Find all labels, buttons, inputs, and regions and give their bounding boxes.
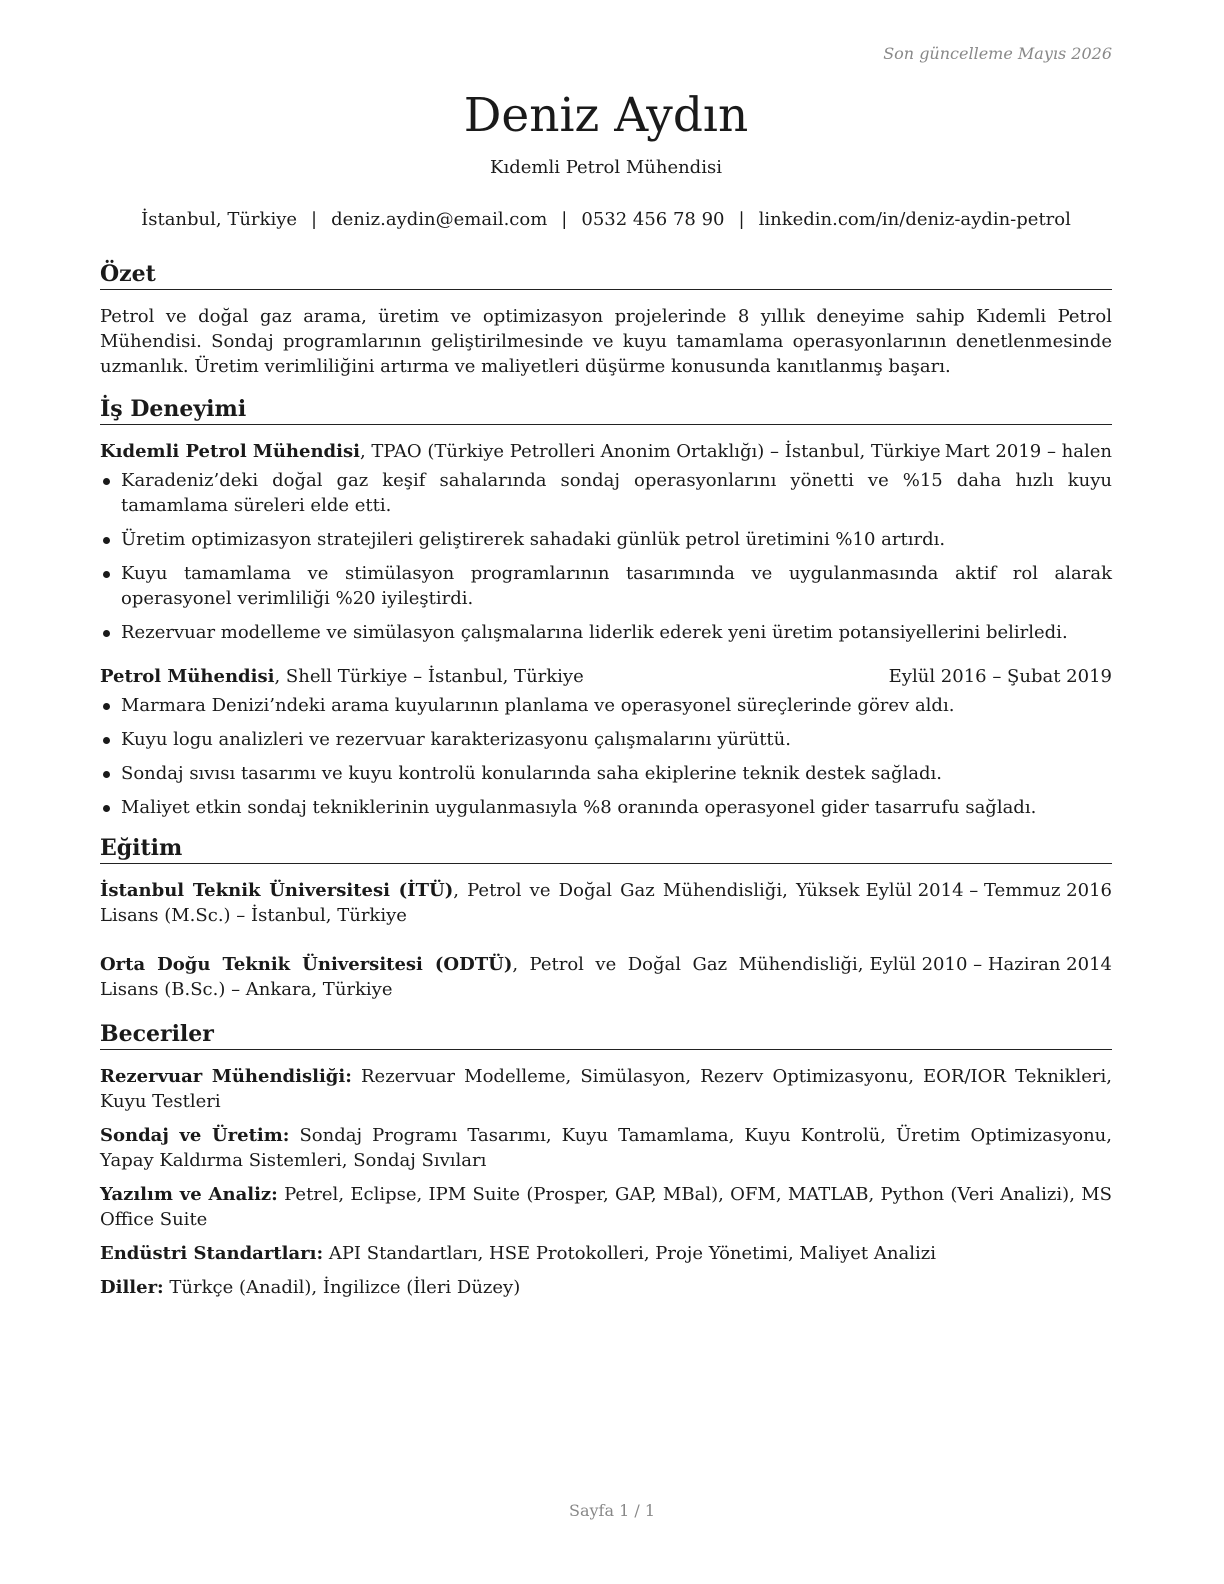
contact-email[interactable]: deniz.aydin@email.com (331, 209, 548, 230)
skill-row (100, 1123, 1112, 1173)
job-entry (100, 439, 1112, 645)
list-item: Kuyu tamamlama ve stimülasyon programlarının tasarımında ve uygulanmasında aktif rol alarak operasyonel verimliliği %20 iyileştirdi. (100, 561, 1112, 611)
candidate-title: Kıdemli Petrol Mühendisi (490, 157, 722, 178)
job-company: , Shell Türkiye – İstanbul, Türkiye (274, 666, 584, 687)
skill-text: Sondaj Programı Tasarımı, Kuyu Tamamlama, Kuyu Kontrolü, Üretim Optimizasyonu, Yapay Kaldırma Sistemleri, Sondaj Sıvıları (100, 1125, 1112, 1171)
skill-text: Rezervuar Modelleme, Simülasyon, Rezerv Optimizasyonu, EOR/IOR Teknikleri, Kuyu Testleri (100, 1066, 1113, 1112)
education-school: Orta Doğu Teknik Üniversitesi (ODTÜ) (100, 954, 513, 975)
contact-separator: | (561, 209, 568, 230)
list-item: Marmara Denizi’ndeki arama kuyularının planlama ve operasyonel süreçlerinde görev aldı. (100, 693, 1112, 718)
contact-phone[interactable]: 0532 456 78 90 (581, 209, 725, 230)
skill-label: Rezervuar Mühendisliği: (100, 1066, 352, 1087)
page-number: Sayfa 1 / 1 (568, 1501, 655, 1520)
job-role: Petrol Mühendisi (100, 666, 275, 687)
list-item: Rezervuar modelleme ve simülasyon çalışmalarına liderlik ederek yeni üretim potansiyellerini belirledi. (100, 620, 1112, 645)
skill-text: Petrel, Eclipse, IPM Suite (Prosper, GAP, MBal), OFM, MATLAB, Python (Veri Analizi), MS Office Suite (100, 1184, 1112, 1230)
list-item: Maliyet etkin sondaj tekniklerinin uygulanmasıyla %8 oranında operasyonel gider tasarrufu sağladı. (100, 795, 1112, 820)
job-bullets (100, 693, 1112, 820)
skill-label: Diller: (100, 1277, 164, 1298)
summary-heading: Özet (100, 260, 1112, 290)
contact-location: İstanbul, Türkiye (141, 209, 298, 230)
list-item: Üretim optimizasyon stratejileri geliştirerek sahadaki günlük petrol üretimini %10 artırdı. (100, 527, 1112, 552)
summary-text: Petrol ve doğal gaz arama, üretim ve optimizasyon projelerinde 8 yıllık deneyime sahip Kıdemli Petrol Mühendisi. Sondaj programlarının geliştirilmesinde ve kuyu tamamlama operasyonlarının denetlenmesinde uzmanlık. Üretim verimliliğini artırma ve maliyetleri düşürme konusunda kanıtlanmış başarı. (100, 306, 1112, 377)
education-entry (100, 952, 1112, 1002)
education-entry (100, 878, 1112, 928)
skills-heading: Beceriler (100, 1020, 1112, 1050)
skill-row (100, 1241, 1112, 1266)
skill-row (100, 1275, 1112, 1300)
skill-label: Yazılım ve Analiz: (100, 1184, 278, 1205)
skill-row (100, 1182, 1112, 1232)
list-item: Sondaj sıvısı tasarımı ve kuyu kontrolü konularında saha ekiplerine teknik destek sağladı. (100, 761, 1112, 786)
education-school: İstanbul Teknik Üniversitesi (İTÜ) (100, 880, 454, 901)
list-item: Kuyu logu analizleri ve rezervuar karakterizasyonu çalışmalarını yürüttü. (100, 727, 1112, 752)
skill-row (100, 1064, 1112, 1114)
last-updated: Son güncelleme Mayıs 2026 (883, 44, 1112, 63)
contact-linkedin[interactable]: linkedin.com/in/deniz-aydin-petrol (758, 209, 1071, 230)
education-dates: Eylül 2010 – Haziran 2014 (869, 954, 1112, 975)
skills-list (100, 1064, 1112, 1300)
skill-text: Türkçe (Anadil), İngilizce (İleri Düzey) (163, 1277, 521, 1298)
job-company: , TPAO (Türkiye Petrolleri Anonim Ortaklığı) – İstanbul, Türkiye (359, 441, 941, 462)
contact-separator: | (738, 209, 745, 230)
contact-line (100, 208, 1112, 232)
job-dates: Eylül 2016 – Şubat 2019 (888, 666, 1112, 687)
job-entry (100, 664, 1112, 820)
resume-page (100, 0, 1112, 1309)
experience-heading: İş Deneyimi (100, 395, 1112, 425)
skill-label: Endüstri Standartları: (100, 1243, 324, 1264)
skill-text: API Standartları, HSE Protokolleri, Proje Yönetimi, Maliyet Analizi (323, 1243, 936, 1264)
education-detail: , Petrol ve Doğal Gaz Mühendisliği, Yüksek Lisans (M.Sc.) – İstanbul, Türkiye (100, 880, 860, 926)
education-heading: Eğitim (100, 834, 1112, 864)
contact-separator: | (311, 209, 318, 230)
job-dates: Mart 2019 – halen (944, 441, 1112, 462)
skill-label: Sondaj ve Üretim: (100, 1125, 290, 1146)
education-detail: , Petrol ve Doğal Gaz Mühendisliği, Lisans (B.Sc.) – Ankara, Türkiye (100, 954, 864, 1000)
education-dates: Eylül 2014 – Temmuz 2016 (865, 880, 1112, 901)
job-header (100, 439, 1112, 464)
list-item: Karadeniz’deki doğal gaz keşif sahalarında sondaj operasyonlarını yönetti ve %15 daha hızlı kuyu tamamlama süreleri elde etti. (100, 468, 1112, 518)
job-bullets (100, 468, 1112, 645)
job-role: Kıdemli Petrol Mühendisi (100, 441, 360, 462)
candidate-name: Deniz Aydın (463, 88, 749, 143)
job-header (100, 664, 1112, 689)
